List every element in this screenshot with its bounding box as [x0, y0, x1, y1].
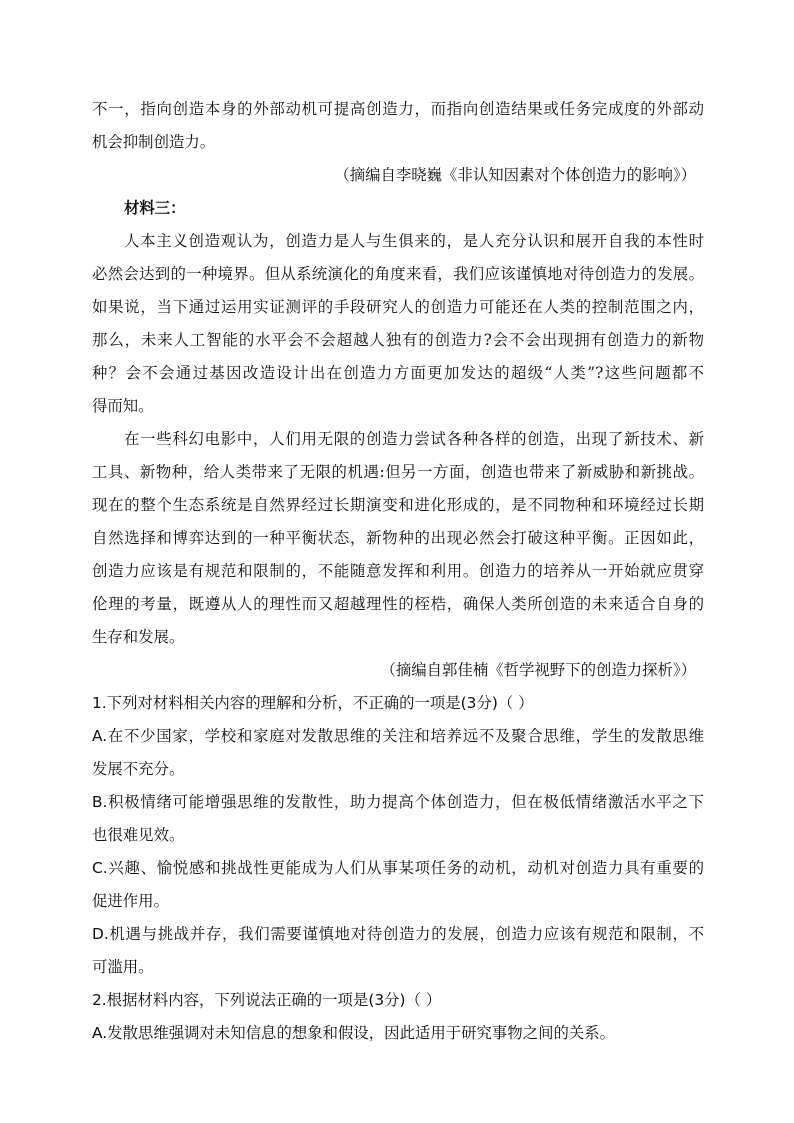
material3-para1-line: 如果说，当下通过运用实证测评的手段研究人的创造力可能还在人类的控制范围之内， — [92, 298, 704, 316]
question-2-stem: 2.根据材料内容，下列说法正确的一项是(3分)（ ） — [92, 991, 442, 1009]
material3-para2-line: 创造力应该是有规范和限制的，不能随意发挥和利用。创造力的培养从一开始就应贯穿 — [92, 562, 704, 580]
question-1-option-b-cont: 也很难见效。 — [92, 826, 185, 844]
material3-source: （摘编自郭佳楠《哲学视野下的创造力探析》） — [380, 661, 696, 679]
material2-line-1: 不一，指向创造本身的外部动机可提高创造力，而指向创造结果或任务完成度的外部动 — [92, 100, 704, 118]
material2-line-2: 机会抑制创造力。 — [92, 133, 216, 151]
question-1-option-a: A.在不少国家，学校和家庭对发散思维的关注和培养远不及聚合思维，学生的发散思维 — [92, 727, 704, 745]
material3-para1-line: 得而知。 — [92, 397, 154, 415]
question-1-option-a-cont: 发展不充分。 — [92, 760, 185, 778]
material3-para2-line: 在一些科幻电影中，人们用无限的创造力尝试各种各样的创造，出现了新技术、新 — [124, 430, 704, 448]
question-1-stem: 1.下列对材料相关内容的理解和分析，不正确的一项是(3分)（ ） — [92, 694, 534, 712]
question-1-option-c-cont: 促进作用。 — [92, 892, 169, 910]
question-2-option-a: A.发散思维强调对未知信息的想象和假设，因此适用于研究事物之间的关系。 — [92, 1024, 616, 1042]
question-1-option-d: D.机遇与挑战并存，我们需要谨慎地对待创造力的发展，创造力应该有规范和限制，不 — [92, 925, 704, 943]
material3-para1-line: 人本主义创造观认为，创造力是人与生俱来的，是人充分认识和展开自我的本性时 — [124, 232, 704, 250]
material3-heading: 材料三： — [124, 199, 186, 217]
material2-source: （摘编自李晓巍《非认知因素对个体创造力的影响》） — [334, 166, 696, 184]
question-1-option-b: B.积极情绪可能增强思维的发散性，助力提高个体创造力，但在极低情绪激活水平之下 — [92, 793, 704, 811]
material3-para1-line: 那么，未来人工智能的水平会不会超越人独有的创造力?会不会出现拥有创造力的新物 — [92, 331, 704, 349]
material3-para2-line: 工具、新物种，给人类带来了无限的机遇:但另一方面，创造也带来了新威胁和新挑战。 — [92, 463, 704, 481]
material3-para2-line: 伦理的考量，既遵从人的理性而又超越理性的桎梏，确保人类所创造的未来适合自身的 — [92, 595, 704, 613]
material3-para2-line: 生存和发展。 — [92, 628, 185, 646]
material3-para1-line: 种？会不会通过基因改造设计出在创造力方面更加发达的超级“人类”?这些问题都不 — [92, 364, 704, 382]
material3-para2-line: 现在的整个生态系统是自然界经过长期演变和进化形成的，是不同物种和环境经过长期 — [92, 496, 704, 514]
material3-para2-line: 自然选择和博弈达到的一种平衡状态，新物种的出现必然会打破这种平衡。正因如此， — [92, 529, 704, 547]
question-1-option-d-cont: 可滥用。 — [92, 958, 154, 976]
material3-para1-line: 必然会达到的一种境界。但从系统演化的角度来看，我们应该谨慎地对待创造力的发展。 — [92, 265, 704, 283]
question-1-option-c: C.兴趣、愉悦感和挑战性更能成为人们从事某项任务的动机，动机对创造力具有重要的 — [92, 859, 704, 877]
